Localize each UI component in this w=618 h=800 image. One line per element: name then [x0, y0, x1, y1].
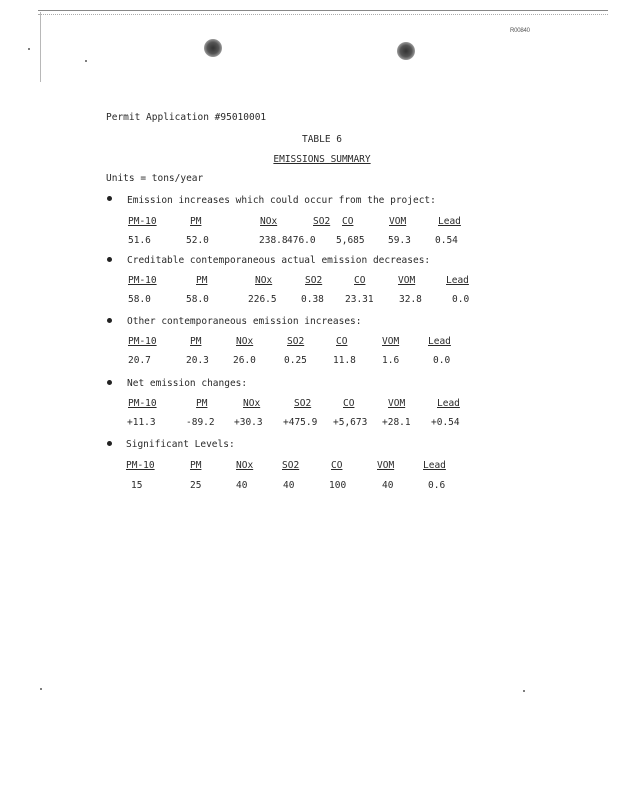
value-cell: +28.1 [382, 417, 411, 428]
value-cell: 23.31 [345, 294, 374, 305]
value-cell: 0.0 [452, 294, 470, 305]
document-number-stamp: R00840 [510, 28, 530, 34]
section-label: Net emission changes: [127, 378, 248, 389]
table-subtitle: EMISSIONS SUMMARY [273, 154, 371, 165]
scan-top-edge [38, 10, 608, 15]
section-label: Emission increases which could occur from the project: [127, 195, 436, 206]
column-header: PM [196, 398, 208, 409]
value-cell: 59.3 [388, 235, 411, 246]
value-cell: +0.54 [431, 417, 460, 428]
column-header: SO2 [313, 216, 331, 227]
value-cell: +5,673 [333, 417, 368, 428]
bullet [107, 318, 112, 323]
value-cell: 0.0 [433, 355, 451, 366]
column-header: VOM [388, 398, 406, 409]
column-header: CO [342, 216, 354, 227]
value-cell: 100 [329, 480, 347, 491]
column-header: NOx [236, 460, 254, 471]
column-header: VOM [389, 216, 407, 227]
scan-speck [523, 690, 525, 692]
value-cell: 32.8 [399, 294, 422, 305]
value-cell: 26.0 [233, 355, 256, 366]
units-line: Units = tons/year [106, 173, 204, 184]
punch-hole-right [397, 42, 415, 60]
value-cell: 20.3 [186, 355, 209, 366]
value-cell: 40 [283, 480, 295, 491]
value-cell: -89.2 [186, 417, 215, 428]
column-header: NOx [236, 336, 254, 347]
column-header: CO [343, 398, 355, 409]
bullet [107, 257, 112, 262]
column-header: SO2 [294, 398, 312, 409]
column-header: PM-10 [128, 275, 157, 286]
value-cell: 40 [382, 480, 394, 491]
value-cell: 58.0 [186, 294, 209, 305]
column-header: Lead [428, 336, 451, 347]
scan-speck [28, 48, 30, 50]
value-cell: 476.0 [287, 235, 316, 246]
value-cell: +475.9 [283, 417, 318, 428]
value-cell: +30.3 [234, 417, 263, 428]
value-cell: 15 [131, 480, 143, 491]
column-header: Lead [438, 216, 461, 227]
value-cell: 0.54 [435, 235, 458, 246]
value-cell: 25 [190, 480, 202, 491]
column-header: Lead [446, 275, 469, 286]
value-cell: 226.5 [248, 294, 277, 305]
punch-hole-left [204, 39, 222, 57]
column-header: SO2 [287, 336, 305, 347]
column-header: CO [331, 460, 343, 471]
value-cell: 238.8 [259, 235, 288, 246]
value-cell: 0.25 [284, 355, 307, 366]
column-header: PM [196, 275, 208, 286]
value-cell: 5,685 [336, 235, 365, 246]
table-title: TABLE 6 [301, 134, 343, 145]
value-cell: 0.38 [301, 294, 324, 305]
value-cell: 40 [236, 480, 248, 491]
column-header: PM-10 [126, 460, 155, 471]
scan-speck [40, 688, 42, 690]
column-header: PM-10 [128, 398, 157, 409]
scan-speck [85, 60, 87, 62]
column-header: NOx [243, 398, 261, 409]
column-header: CO [336, 336, 348, 347]
value-cell: 58.0 [128, 294, 151, 305]
column-header: VOM [377, 460, 395, 471]
scan-left-edge [40, 12, 41, 82]
section-label: Creditable contemporaneous actual emission decreases: [127, 255, 431, 266]
column-header: NOx [255, 275, 273, 286]
value-cell: 51.6 [128, 235, 151, 246]
section-label: Significant Levels: [126, 439, 235, 450]
column-header: Lead [423, 460, 446, 471]
permit-application-line: Permit Application #95010001 [106, 112, 267, 123]
bullet [107, 441, 112, 446]
column-header: VOM [382, 336, 400, 347]
value-cell: 0.6 [428, 480, 446, 491]
value-cell: 20.7 [128, 355, 151, 366]
column-header: SO2 [305, 275, 323, 286]
column-header: PM [190, 216, 202, 227]
column-header: SO2 [282, 460, 300, 471]
column-header: VOM [398, 275, 416, 286]
column-header: CO [354, 275, 366, 286]
column-header: PM [190, 336, 202, 347]
bullet [107, 196, 112, 201]
column-header: PM [190, 460, 202, 471]
value-cell: 1.6 [382, 355, 400, 366]
value-cell: 52.0 [186, 235, 209, 246]
value-cell: +11.3 [127, 417, 156, 428]
section-label: Other contemporaneous emission increases: [127, 316, 362, 327]
bullet [107, 380, 112, 385]
column-header: Lead [437, 398, 460, 409]
column-header: NOx [260, 216, 278, 227]
value-cell: 11.8 [333, 355, 356, 366]
column-header: PM-10 [128, 216, 157, 227]
column-header: PM-10 [128, 336, 157, 347]
